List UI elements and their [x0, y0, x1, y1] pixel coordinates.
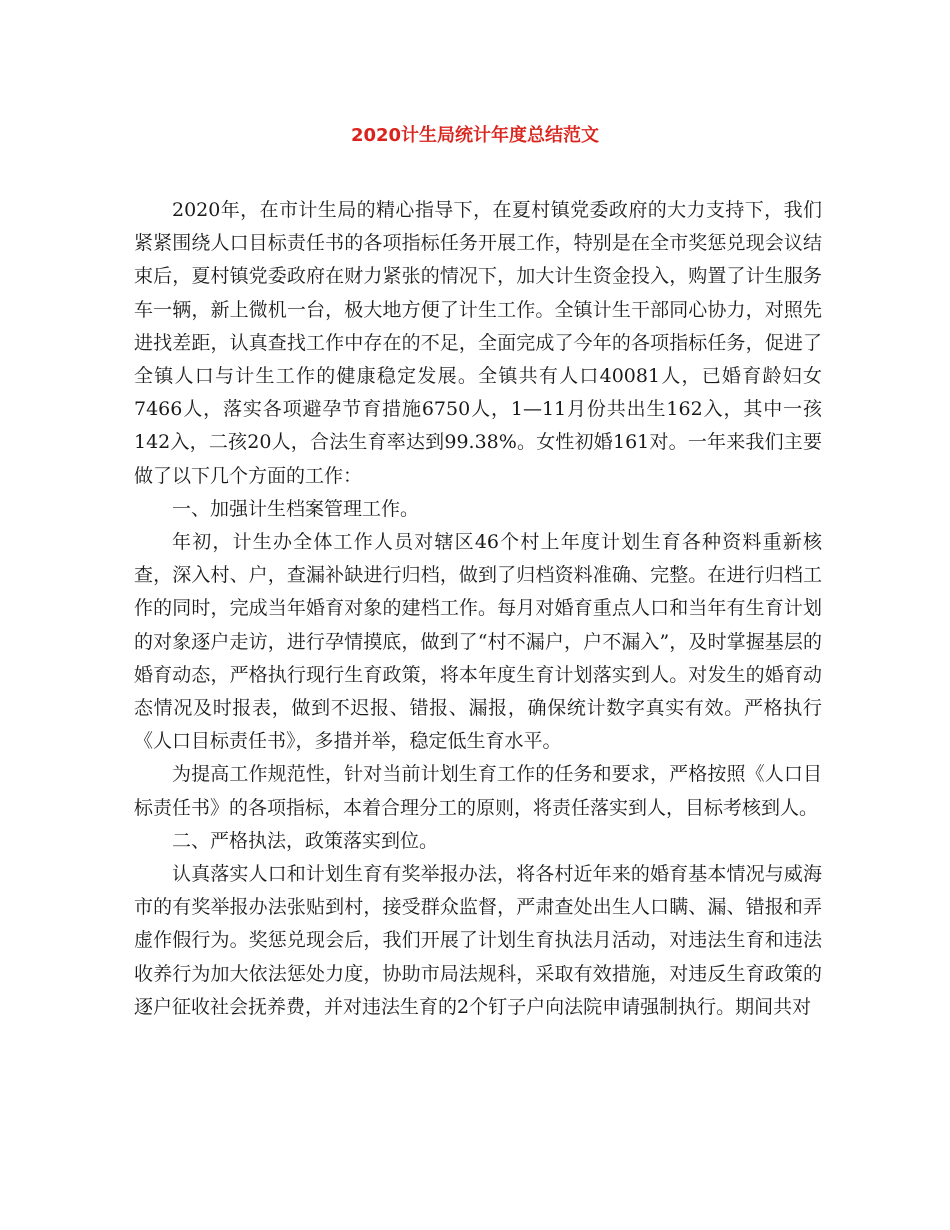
section-2-paragraph-1: 认真落实人口和计划生育有奖举报办法，将各村近年来的婚育基本情况与威海市的有奖举报办法张贴到村，接受群众监督，严肃查处出生人口瞒、漏、错报和弄虚作假行为。奖惩兑现会后，我们开展了计划生育执法月活动，对违法生育和违法收养行为加大依法惩处力度，协助市局法规科，采取有效措施，对违反生育政策的逐户征收社会抚养费，并对违法生育的2个钉子户向法院申请强制执行。期间共对: [134, 863, 822, 1018]
document-title: 2020计生局统计年度总结范文: [350, 125, 600, 146]
section-1-paragraph-2: 为提高工作规范性，针对当前计划生育工作的任务和要求，严格按照《人口目标责任书》的各项指标，本着合理分工的原则，将责任落实到人，目标考核到人。: [134, 763, 822, 819]
section-1-paragraph-1: 年初，计生办全体工作人员对辖区46个村上年度计划生育各种资料重新核查，深入村、户，查漏补缺进行归档，做到了归档资料准确、完整。在进行归档工作的同时，完成当年婚育对象的建档工作。每月对婚育重点人口和当年有生育计划的对象逐户走访，进行孕情摸底，做到了“村不漏户，户不漏入”，及时掌握基层的婚育动态，严格执行现行生育政策，将本年度生育计划落实到人。对发生的婚育动态情况及时报表，做到不迟报、错报、漏报，确保统计数字真实有效。严格执行《人口目标责任书》，多措并举，稳定低生育水平。: [134, 531, 822, 753]
document-body: [134, 194, 822, 1024]
section-heading-1: 一、加强计生档案管理工作。: [172, 497, 420, 520]
intro-paragraph: 2020年，在市计生局的精心指导下，在夏村镇党委政府的大力支持下，我们紧紧围绕人口目标责任书的各项指标任务开展工作，特别是在全市奖惩兑现会议结束后，夏村镇党委政府在财力紧张的情况下，加大计生资金投入，购置了计生服务车一辆，新上微机一台，极大地方便了计生工作。全镇计生干部同心协力，对照先进找差距，认真查找工作中存在的不足，全面完成了今年的各项指标任务，促进了全镇人口与计生工作的健康稳定发展。全镇共有人口40081人，已婚育龄妇女7466人，落实各项避孕节育措施6750人，1—11月份共出生162入，其中一孩142入，二孩20人，合法生育率达到99.38%。女性初婚161对。一年来我们主要做了以下几个方面的工作：: [134, 199, 822, 487]
section-heading-2: 二、严格执法，政策落实到位。: [172, 829, 439, 852]
